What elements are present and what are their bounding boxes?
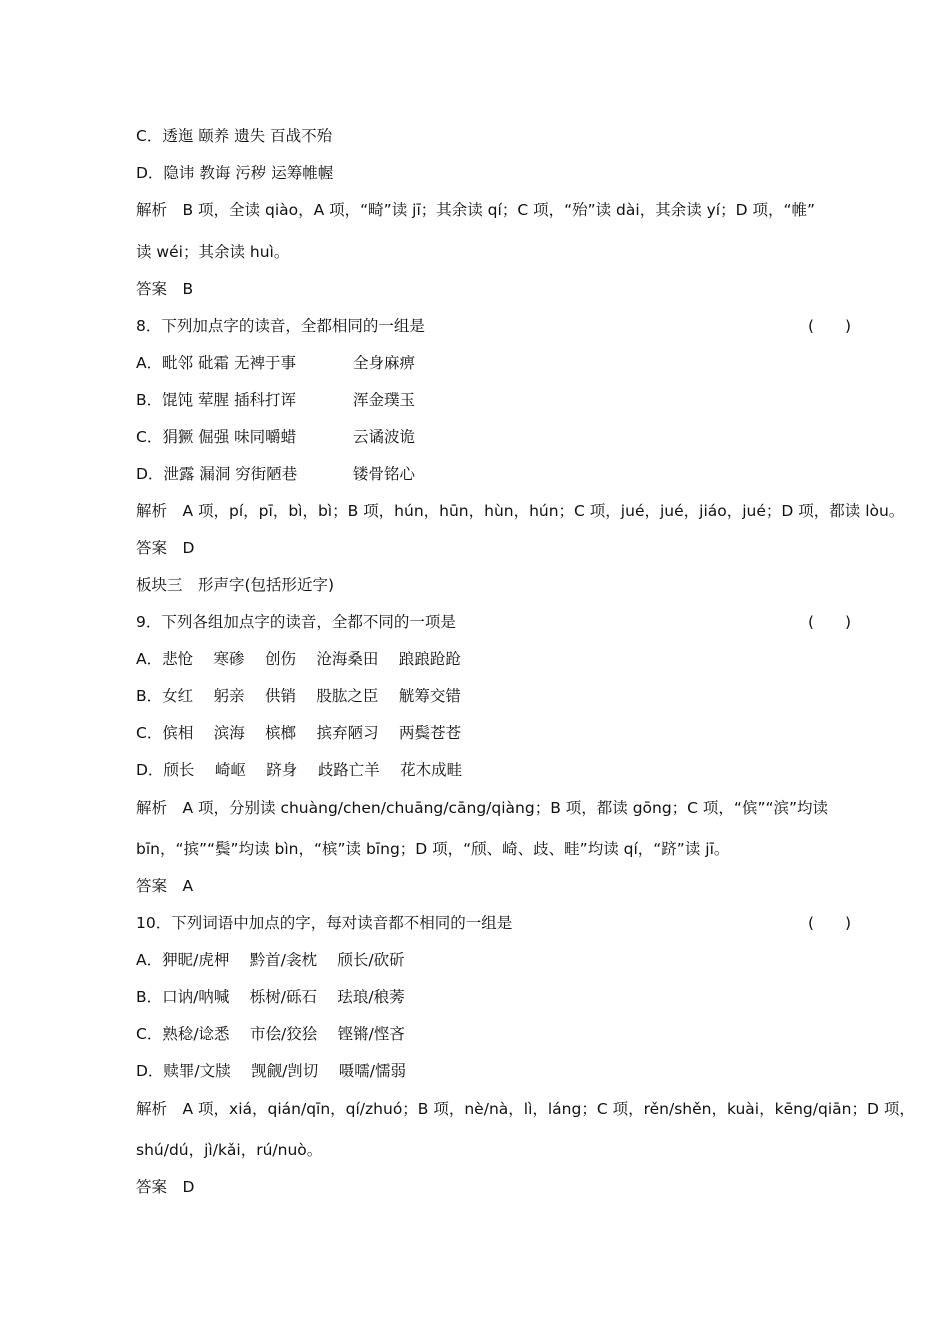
- q9-stem-line: [136, 612, 852, 632]
- q9-analysis-line-2: bīn，“摈”“鬓”均读 bìn，“槟”读 bīng；D 项，“颀、崎、歧、畦”均读 qí，“跻”读 jī。: [136, 840, 730, 858]
- q9-option-c: C．傧相 滨海 槟榔 摈弃陋习 两鬓苍苍: [136, 724, 462, 742]
- q8-option-a-right: 全身麻痹: [353, 354, 416, 372]
- q8-option-c: [136, 427, 826, 447]
- q8-option-a-left: A．毗邻 砒霜 无裨于事: [136, 354, 296, 372]
- q10-option-d: D．赎罪/文牍 觊觎/剀切 嗫嚅/懦弱: [136, 1062, 406, 1080]
- q9-answer: 答案 A: [136, 877, 194, 895]
- q7-option-d: D．隐讳 教诲 污秽 运筹帷幄: [136, 164, 334, 182]
- q10-option-c: C．熟稔/谂悉 市侩/狡狯 铿锵/悭吝: [136, 1025, 405, 1043]
- q10-analysis-line-2: shú/dú，jì/kǎi，rú/nuò。: [136, 1141, 323, 1159]
- q8-option-c-left: C．狷獗 倔强 味同嚼蜡: [136, 428, 297, 446]
- q10-stem: 10．下列词语中加点的字，每对读音都不相同的一组是: [136, 914, 513, 932]
- q8-stem-line: [136, 316, 852, 336]
- q7-answer: 答案 B: [136, 280, 194, 298]
- q8-option-d-left: D．泄露 漏洞 穷街陋巷: [136, 465, 298, 483]
- q8-option-d-right: 镂骨铭心: [353, 465, 416, 483]
- q8-option-a: [136, 353, 826, 373]
- q9-stem: 9．下列各组加点字的读音，全都不同的一项是: [136, 613, 456, 631]
- q9-option-a: A．悲怆 寒碜 创伤 沧海桑田 踉踉跄跄: [136, 650, 461, 668]
- q8-stem: 8．下列加点字的读音，全都相同的一组是: [136, 317, 425, 335]
- q8-option-b-right: 浑金璞玉: [353, 391, 416, 409]
- q8-option-d: [136, 464, 826, 484]
- q9-answer-blank: ( ): [808, 613, 852, 631]
- q10-answer-blank: ( ): [808, 914, 852, 932]
- q10-stem-line: [136, 913, 852, 933]
- q8-option-c-right: 云谲波诡: [353, 428, 416, 446]
- q9-analysis-line-1: 解析 A 项，分别读 chuàng/chen/chuāng/cāng/qiàng；B 项，都读 gōng；C 项，“傧”“滨”均读: [136, 799, 829, 817]
- q8-answer: 答案 D: [136, 539, 195, 557]
- q8-answer-blank: ( ): [808, 317, 852, 335]
- q8-option-b: [136, 390, 826, 410]
- q7-option-c: C．透迤 颐养 遗失 百战不殆: [136, 127, 333, 145]
- q10-option-a: A．狎昵/虎柙 黔首/衾枕 颀长/砍斫: [136, 951, 405, 969]
- q7-analysis-line-2: 读 wéi；其余读 huì。: [136, 243, 290, 261]
- q10-answer: 答案 D: [136, 1178, 195, 1196]
- section-heading: 板块三 形声字(包括形近字): [136, 576, 335, 594]
- q7-analysis-line-1: 解析 B 项，全读 qiào，A 项，“畸”读 jī；其余读 qí；C 项，“殆”读 dài，其余读 yí；D 项，“帷”: [136, 201, 816, 219]
- q9-option-d: D．颀长 崎岖 跻身 歧路亡羊 花木成畦: [136, 761, 463, 779]
- q8-option-b-left: B．馄饨 荤腥 插科打诨: [136, 391, 296, 409]
- q9-option-b: B．女红 躬亲 供销 股肱之臣 觥筹交错: [136, 687, 461, 705]
- q10-analysis-line-1: 解析 A 项，xiá，qián/qīn，qí/zhuó；B 项，nè/nà，lì，láng；C 项，rěn/shěn，kuài，kēng/qiān；D 项，: [136, 1100, 915, 1118]
- q8-analysis: 解析 A 项，pí，pī，bì，bì；B 项，hún，hūn，hùn，hún；C 项，jué，jué，jiáo，jué；D 项，都读 lòu。: [136, 502, 905, 520]
- q10-option-b: B．口讷/呐喊 栎树/砾石 珐琅/稂莠: [136, 988, 405, 1006]
